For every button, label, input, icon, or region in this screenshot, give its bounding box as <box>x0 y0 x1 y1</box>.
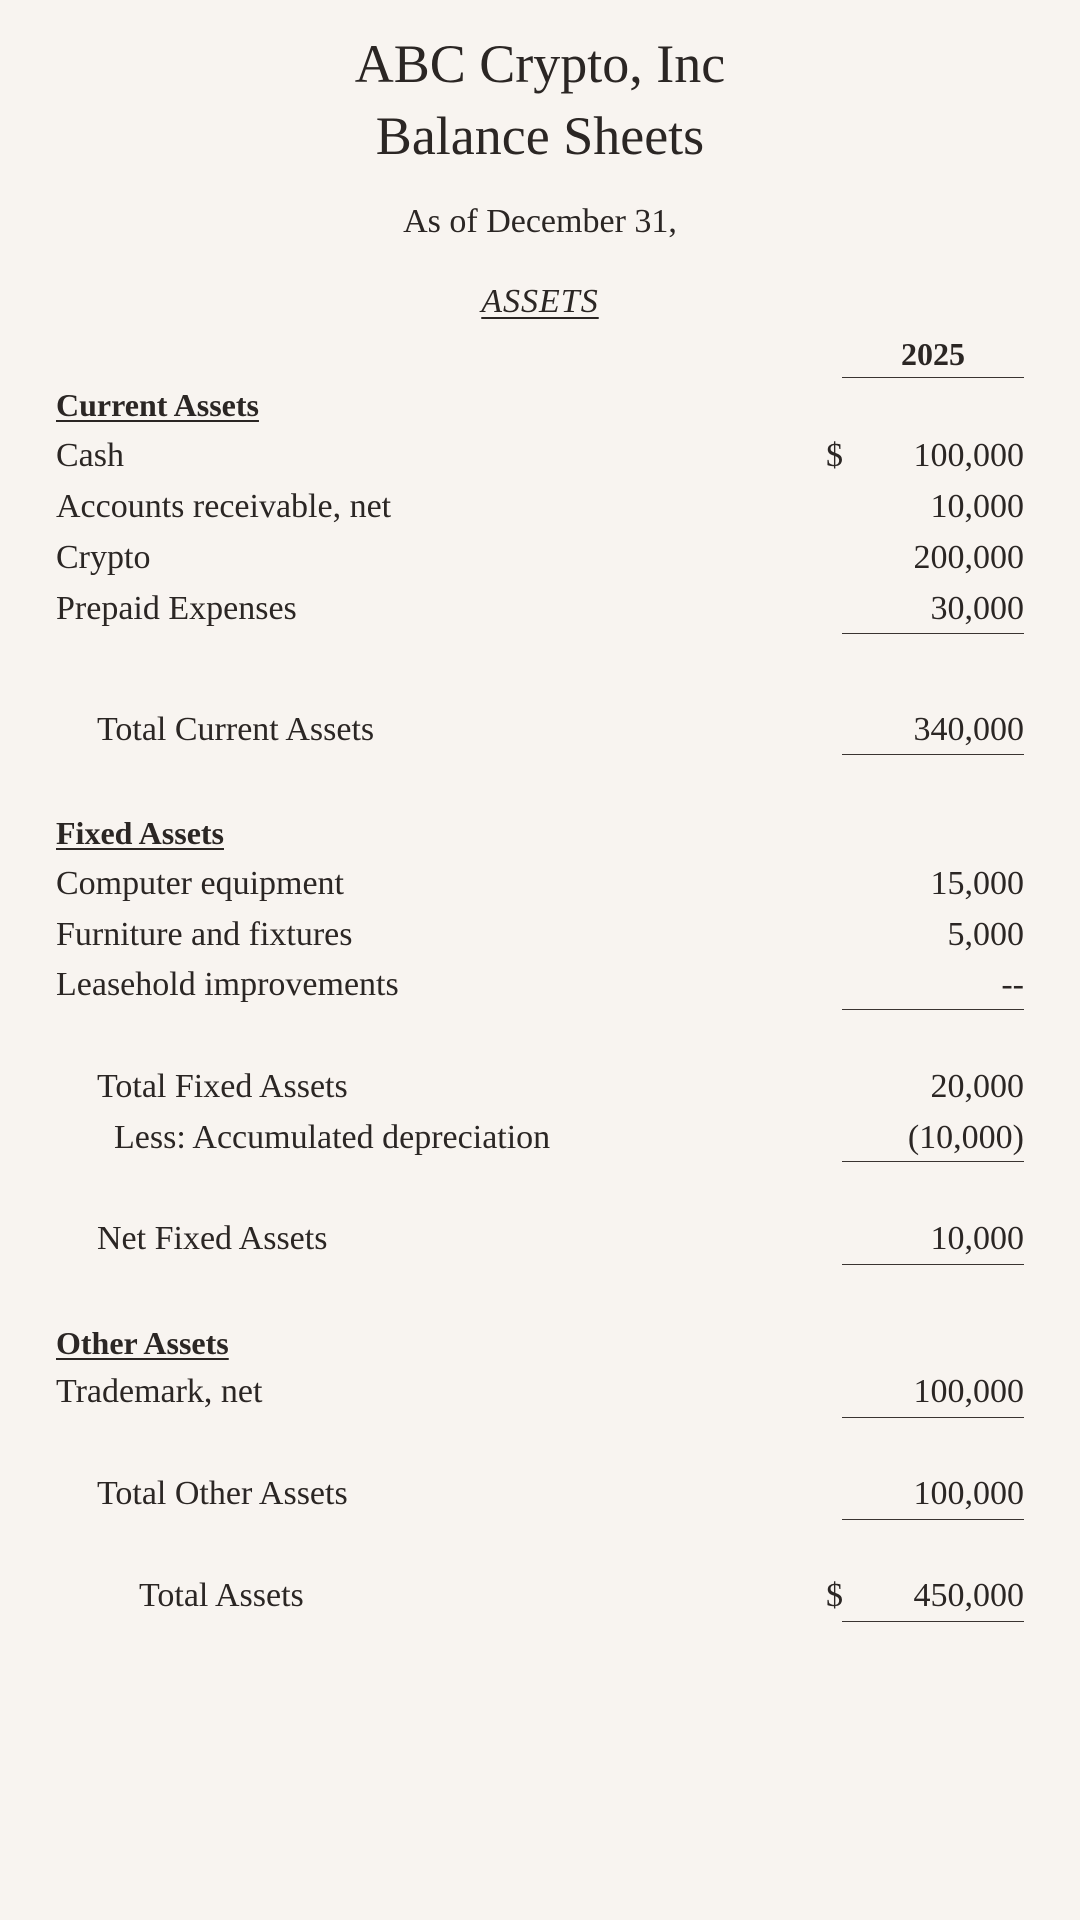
total-fixed-assets-label: Total Fixed Assets <box>97 1068 348 1105</box>
net-fixed-assets-value: 10,000 <box>930 1220 1024 1257</box>
total-assets-rule <box>842 1621 1024 1622</box>
year-underline <box>842 377 1024 378</box>
as-of-date: As of December 31, <box>403 203 677 240</box>
total-current-assets-label: Total Current Assets <box>97 711 375 748</box>
other-assets-heading: Other Assets <box>56 1325 229 1361</box>
statement-title: Balance Sheets <box>375 106 705 166</box>
accounts-receivable-value: 10,000 <box>930 488 1024 525</box>
cash-currency: $ <box>826 437 843 474</box>
total-other-assets-value: 100,000 <box>913 1475 1024 1512</box>
trademark-rule <box>842 1417 1024 1418</box>
trademark-value: 100,000 <box>913 1373 1024 1410</box>
year-column-header: 2025 <box>901 336 965 372</box>
company-name: ABC Crypto, Inc <box>354 34 726 94</box>
depreciation-rule <box>842 1161 1024 1162</box>
crypto-label: Crypto <box>56 539 151 576</box>
prepaid-expenses-label: Prepaid Expenses <box>56 590 297 627</box>
trademark-label: Trademark, net <box>56 1373 263 1410</box>
total-fixed-assets-value: 20,000 <box>930 1068 1024 1105</box>
leasehold-improvements-value: -- <box>1001 966 1024 1003</box>
net-fixed-assets-label: Net Fixed Assets <box>97 1220 328 1257</box>
total-current-assets-value: 340,000 <box>913 711 1024 748</box>
computer-equipment-value: 15,000 <box>930 865 1024 902</box>
total-assets-currency: $ <box>826 1577 843 1614</box>
total-other-assets-rule <box>842 1519 1024 1520</box>
cash-label: Cash <box>56 437 124 474</box>
accounts-receivable-label: Accounts receivable, net <box>56 488 392 525</box>
fixed-assets-heading: Fixed Assets <box>56 815 224 851</box>
furniture-fixtures-value: 5,000 <box>947 916 1024 953</box>
accumulated-depreciation-value: (10,000) <box>907 1119 1024 1156</box>
prepaid-expenses-value: 30,000 <box>930 590 1024 627</box>
fixed-assets-subtotal-rule <box>842 1009 1024 1010</box>
total-other-assets-label: Total Other Assets <box>97 1475 348 1512</box>
cash-value: 100,000 <box>913 437 1024 474</box>
current-assets-subtotal-rule <box>842 633 1024 634</box>
net-fixed-assets-rule <box>842 1264 1024 1265</box>
computer-equipment-label: Computer equipment <box>56 865 345 902</box>
crypto-value: 200,000 <box>913 539 1024 576</box>
assets-heading: ASSETS <box>481 283 599 320</box>
total-assets-label: Total Assets <box>139 1577 304 1614</box>
total-current-assets-rule <box>842 754 1024 755</box>
current-assets-heading: Current Assets <box>56 387 259 423</box>
furniture-fixtures-label: Furniture and fixtures <box>56 916 353 953</box>
leasehold-improvements-label: Leasehold improvements <box>56 966 399 1003</box>
accumulated-depreciation-label: Less: Accumulated depreciation <box>114 1119 551 1156</box>
total-assets-value: 450,000 <box>913 1577 1024 1614</box>
